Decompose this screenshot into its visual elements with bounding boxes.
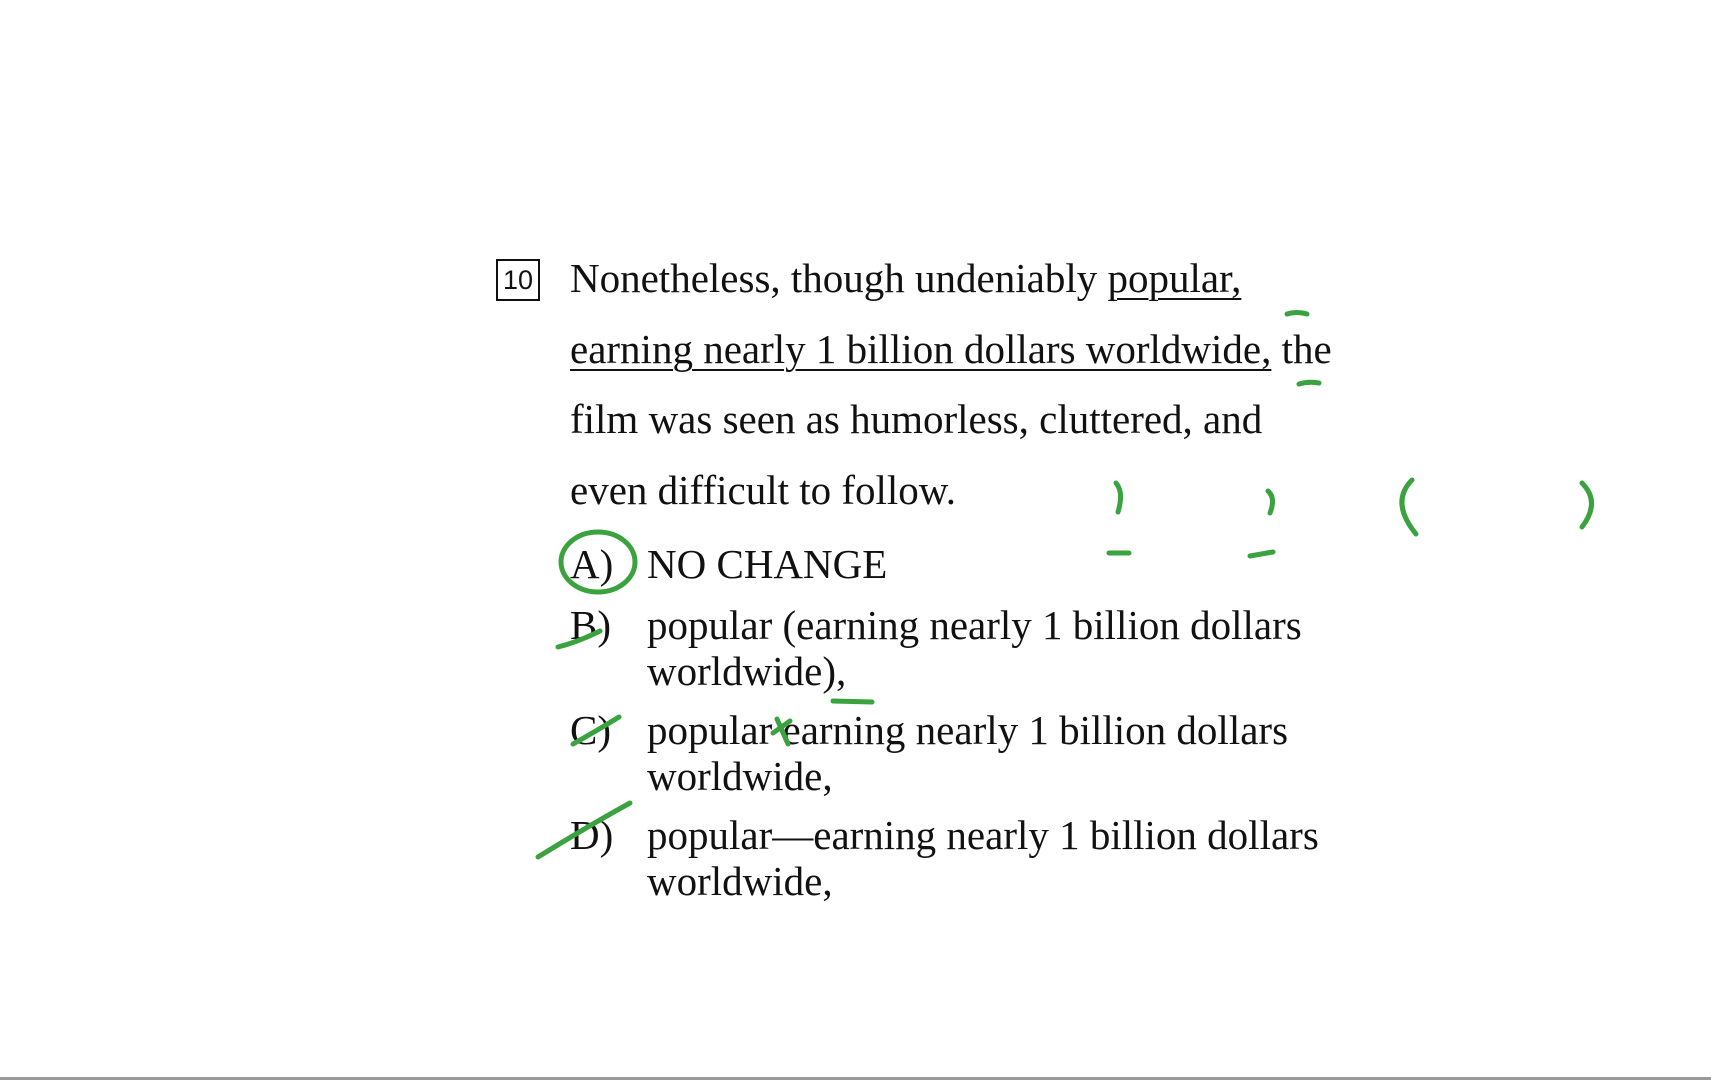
underlined-portion: earning nearly 1 billion dollars worldwide, (570, 326, 1272, 372)
option-c-text-line-1[interactable]: popular earning nearly 1 billion dollars (647, 707, 1289, 753)
comma-sketch-2-underline (1250, 552, 1273, 556)
comma-underline-2 (1299, 382, 1319, 384)
underline-b-comma (833, 701, 872, 702)
comma-sketch-1 (1116, 483, 1121, 512)
passage-text: Nonetheless, though undeniably (570, 255, 1108, 301)
option-d-text-line-2[interactable]: worldwide, (647, 858, 833, 904)
option-b-letter[interactable]: B) (570, 602, 611, 648)
option-d-text-line-1[interactable]: popular—earning nearly 1 billion dollars (647, 812, 1319, 858)
underlined-portion: popular, (1107, 255, 1242, 301)
passage-text: the (1271, 326, 1332, 372)
question-number-box: 10 (496, 259, 540, 301)
comma-sketch-2 (1268, 491, 1273, 513)
comma-underline-1 (1287, 313, 1307, 315)
option-d-letter[interactable]: D) (570, 812, 614, 858)
passage-line-2 (570, 325, 1332, 373)
open-paren-sketch (1402, 480, 1416, 534)
option-b-text-line-1[interactable]: popular (earning nearly 1 billion dollars (647, 602, 1302, 648)
passage-line-1 (570, 254, 1241, 302)
option-c-letter[interactable]: C) (570, 707, 611, 753)
option-a-letter[interactable]: A) (570, 541, 614, 587)
option-c-text-line-2[interactable]: worldwide, (647, 753, 833, 799)
close-paren-sketch (1582, 483, 1592, 527)
passage-line-3: film was seen as humorless, cluttered, and (570, 396, 1263, 442)
option-a-text[interactable]: NO CHANGE (647, 541, 888, 587)
option-b-text-line-2[interactable]: worldwide), (647, 648, 847, 694)
passage-line-4: even difficult to follow. (570, 467, 956, 513)
